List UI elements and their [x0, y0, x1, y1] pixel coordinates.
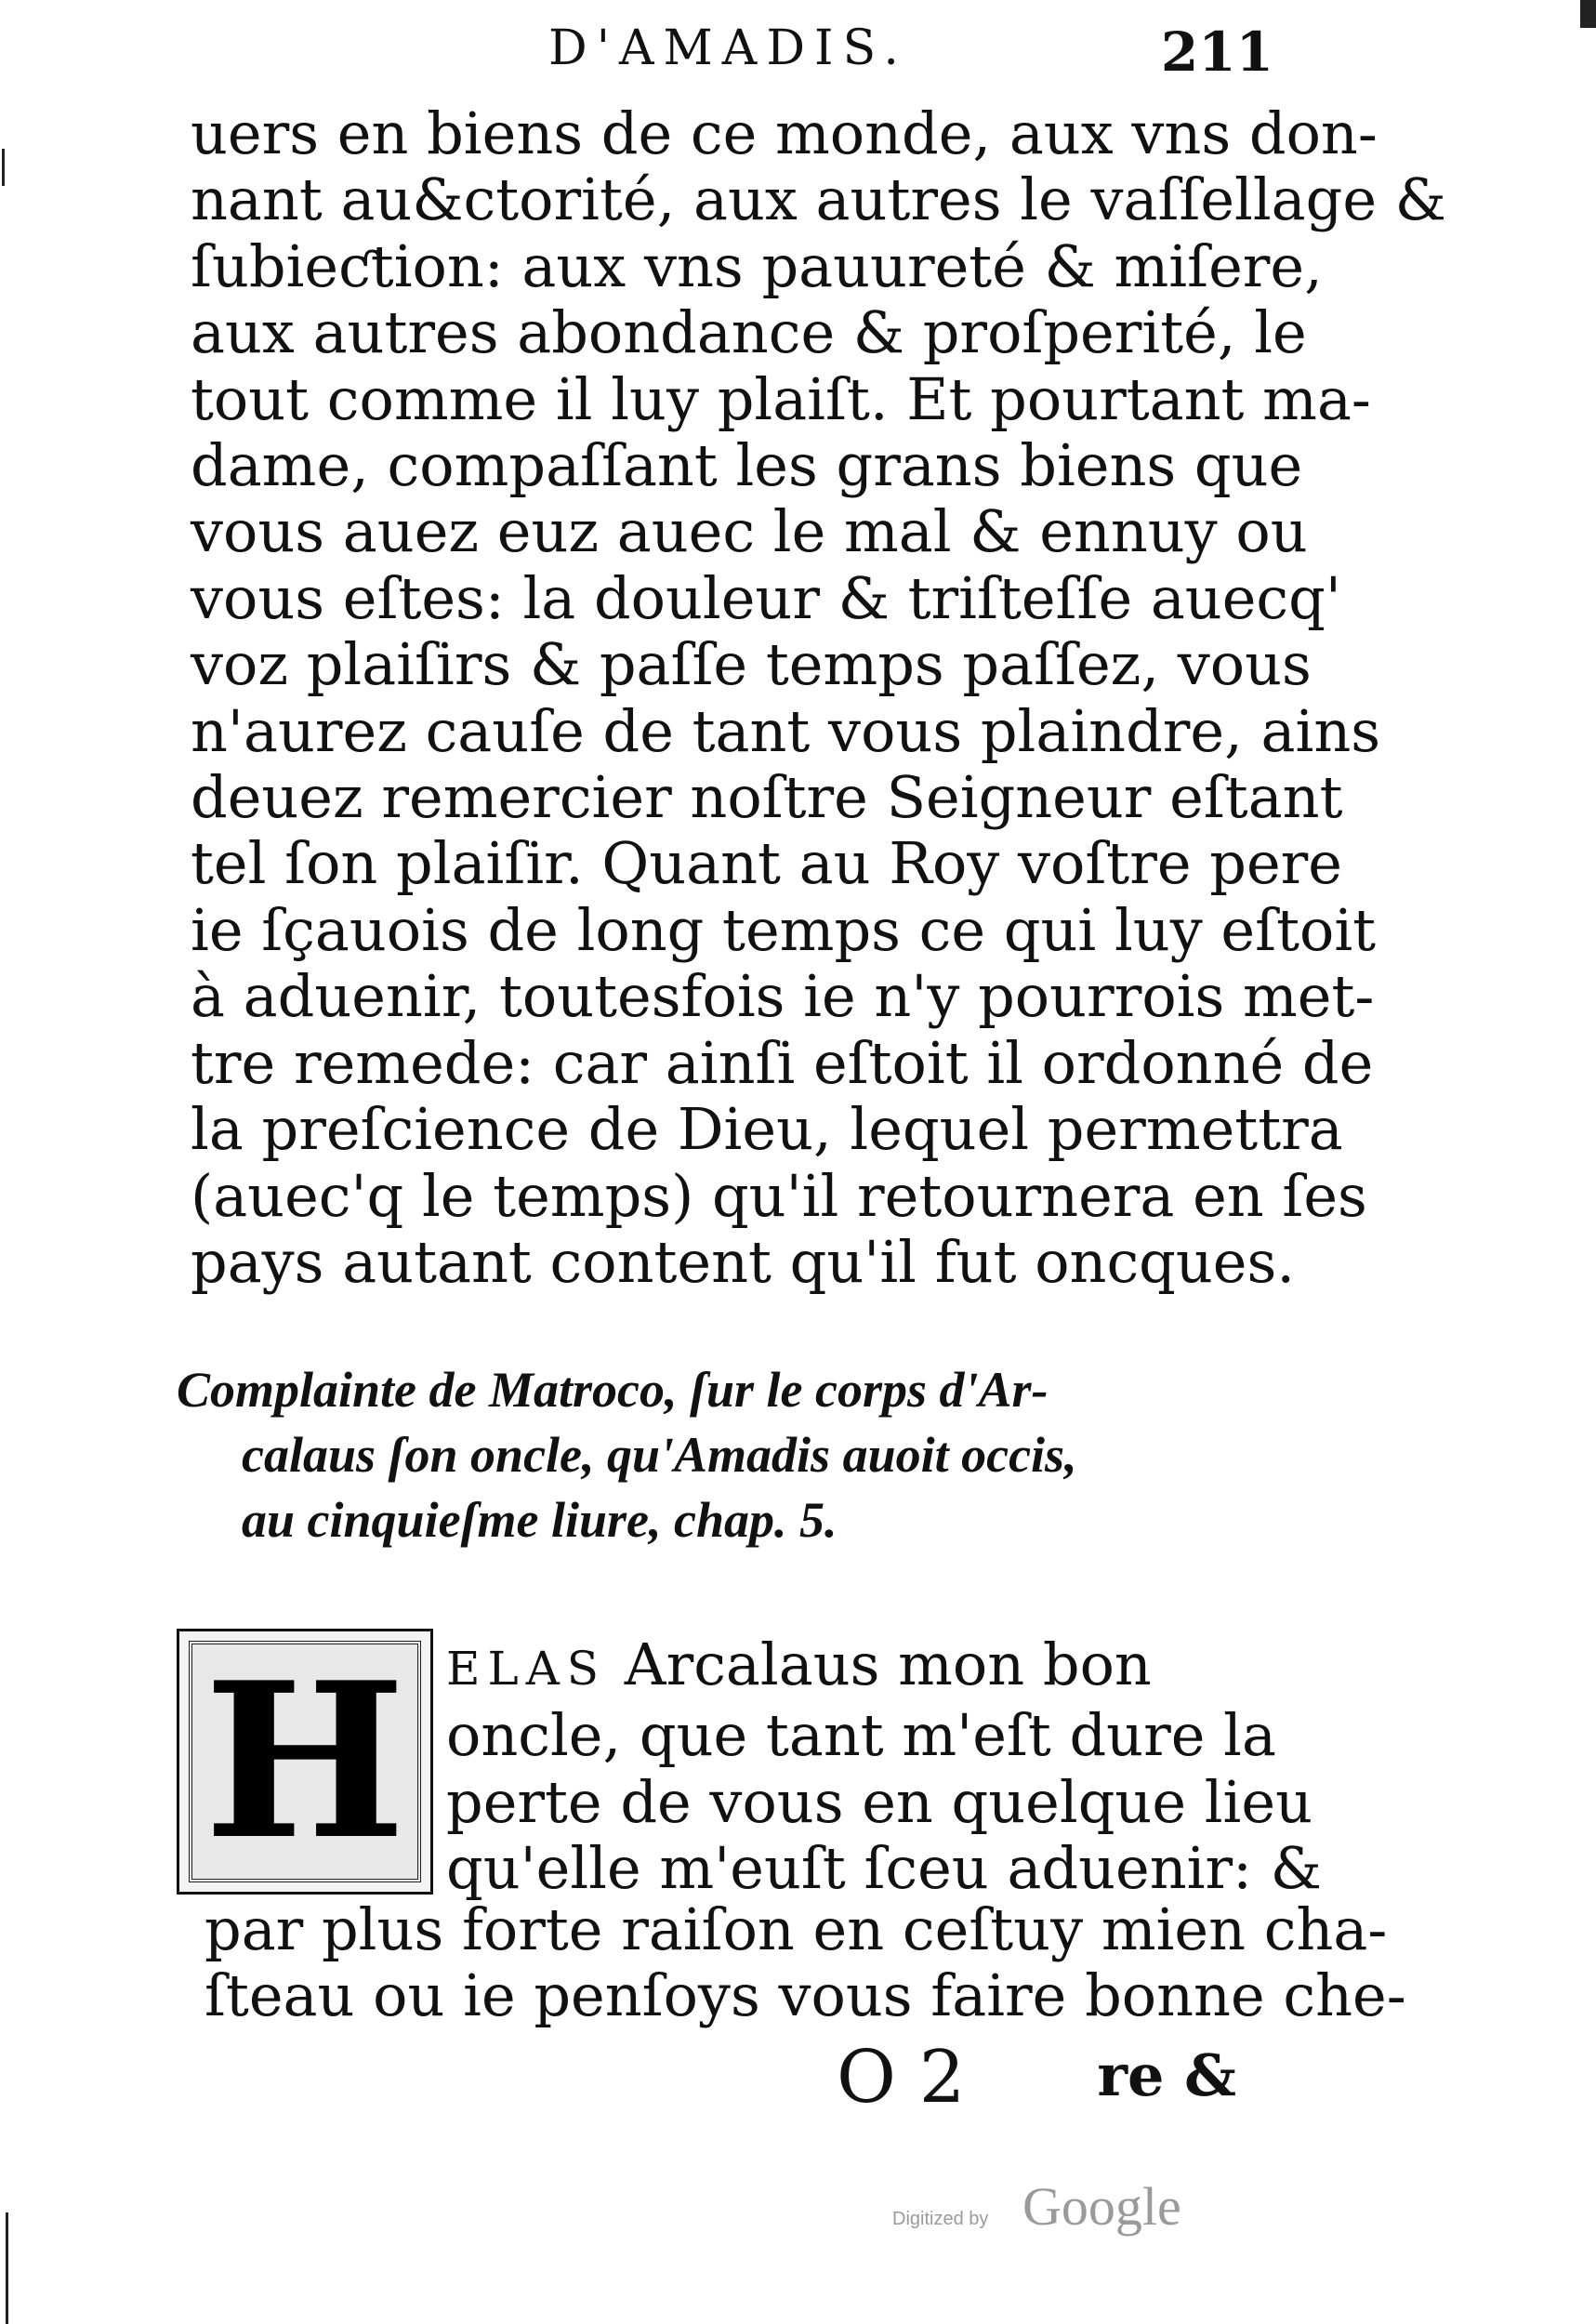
text-line [446, 1631, 1264, 1702]
running-title: D'AMADIS. [548, 20, 908, 76]
text-line: la preſcience de Dieu, lequel permettra [191, 1095, 1343, 1164]
signature-mark: O 2 [837, 2036, 966, 2119]
watermark-logo: Google [1022, 2176, 1181, 2237]
text-line: vous auez euz auec le mal & ennuy ou [191, 497, 1308, 566]
text-line: aux autres abondance & proſperité, le [191, 298, 1307, 367]
edge-mark [6, 2212, 8, 2324]
digitized-watermark [892, 2175, 1227, 2240]
text-line: oncle, que tant m'eſt dure la [446, 1701, 1276, 1770]
text-line: vous eſtes: la douleur & triſteſſe auecq' [191, 563, 1341, 632]
page-header [521, 20, 1292, 86]
text-fragment: Arcalaus mon bon [624, 1631, 1152, 1698]
watermark-small: Digitized by [892, 2209, 989, 2229]
heading-line: Complainte de Matroco, ſur le corps d'Ar- [177, 1362, 1049, 1418]
text-line: (auec'q le temps) qu'il retournera en ſes [191, 1161, 1367, 1230]
page-number: 211 [1160, 20, 1273, 84]
text-line: voz plaiſirs & paſſe temps paſſez, vous [191, 630, 1312, 699]
catchword-line [837, 2036, 1255, 2119]
edge-mark [2, 149, 5, 186]
heading-line: calaus ſon oncle, qu'Amadis auoit occis, [242, 1427, 1077, 1483]
text-line: ſteau ou ie penſoys vous faire bonne che- [204, 1961, 1406, 2030]
complaint-continuation [204, 1895, 1406, 2030]
heading-line: au cinquieſme liure, chap. 5. [242, 1492, 838, 1548]
text-line: tre remede: car ainſi eſtoit il ordonné de [191, 1028, 1374, 1097]
body-paragraph [191, 99, 1446, 1296]
text-line: perte de vous en quelque lieu [446, 1767, 1312, 1836]
text-line: à aduenir, toutesfois ie n'y pourrois met- [191, 962, 1375, 1031]
text-line: deuez remercier noſtre Seigneur eſtant [191, 763, 1343, 832]
text-line: qu'elle m'euſt ſceu aduenir: & [446, 1834, 1322, 1903]
text-line: ie ſçauois de long temps ce qui luy eſtoit [191, 895, 1377, 964]
text-line: tel ſon plaiſir. Quant au Roy voſtre pere [191, 829, 1342, 898]
text-line: uers en biens de ce monde, aux vns don- [191, 99, 1378, 167]
section-heading [177, 1357, 1246, 1552]
text-line: dame, compaſſant les grans biens que [191, 431, 1303, 500]
decorated-initial [177, 1629, 433, 1895]
complaint-opening [446, 1631, 1322, 1903]
initial-letter: H [204, 1636, 406, 1887]
text-line: pays autant content qu'il fut oncques. [191, 1227, 1296, 1296]
catchword: re & [1097, 2041, 1236, 2109]
first-word-rest: ELAS [446, 1642, 607, 1696]
text-line: tout comme il luy plaiſt. Et pourtant ma- [191, 364, 1371, 433]
edge-mark [1580, 0, 1596, 28]
text-line: ſubieƈtion: aux vns pauureté & miſere, [191, 231, 1323, 300]
text-line: par plus forte raiſon en ceſtuy mien cha- [204, 1895, 1388, 1963]
text-line: n'aurez cauſe de tant vous plaindre, ains [191, 696, 1381, 765]
text-line: nant au&ctorité, aux autres le vaſſellage & [191, 165, 1446, 234]
